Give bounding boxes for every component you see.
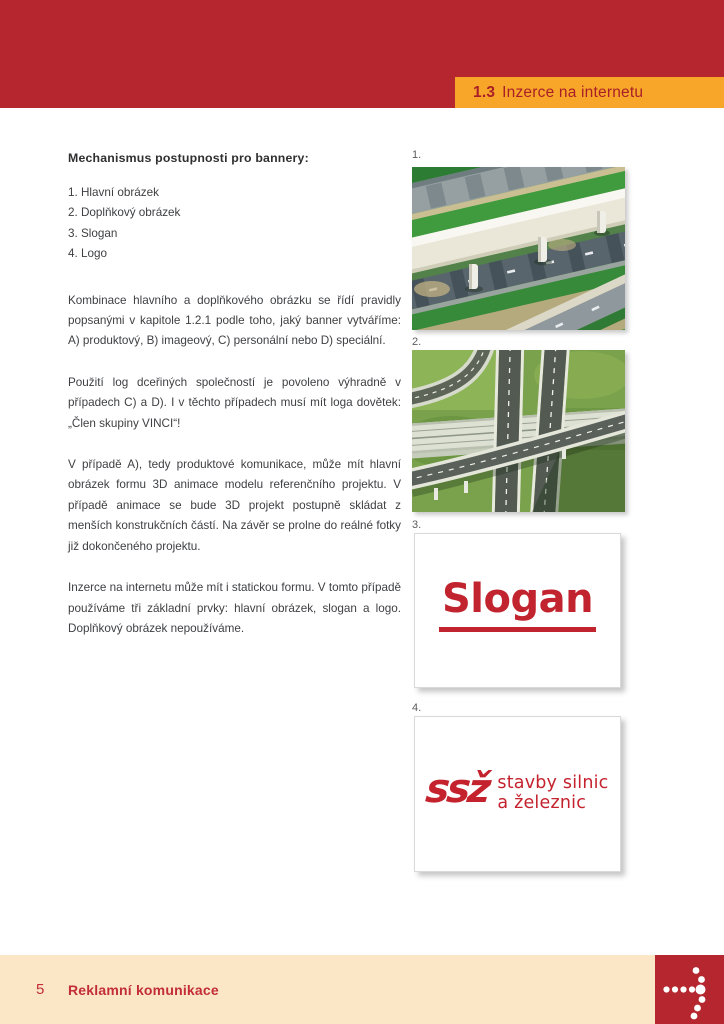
ssz-logo xyxy=(424,766,609,813)
header-band xyxy=(0,0,724,108)
section-title: Inzerce na internetu xyxy=(502,83,644,101)
footer-section-label: Reklamní komunikace xyxy=(68,982,219,998)
footer-logo-square xyxy=(655,955,724,1024)
section-number: 1.3 xyxy=(473,83,496,101)
logo-word-line1: stavby silnic xyxy=(497,773,609,793)
content-heading: Mechanismus postupnosti pro bannery: xyxy=(68,151,309,165)
list-item: 2. Doplňkový obrázek xyxy=(68,206,181,220)
banner-elements-list xyxy=(68,183,401,265)
highway-3d-render-image xyxy=(412,167,625,330)
ssz-dot-arrow-icon xyxy=(655,955,724,1024)
paragraph-combination-rules: Kombinace hlavního a doplňkového obrázku se řídí pravidly popsanými v kapitole 1.2.1 podle toho, jaký banner vytváříme: A) produktový, B) imageový, C) personální nebo D) speciální. xyxy=(68,293,401,348)
figure-2-photo xyxy=(412,350,625,512)
list-item: 3. Slogan xyxy=(68,226,118,240)
figure-1-photo xyxy=(412,167,625,330)
list-item: 4. Logo xyxy=(68,247,107,261)
body-text-column xyxy=(68,150,401,660)
figure-4-logo-card xyxy=(414,716,621,872)
slogan-text: Slogan xyxy=(439,579,596,632)
section-tab xyxy=(455,77,724,108)
paragraph-3d-animation: V případě A), tedy produktové komunikace, může mít hlavní obrázek formu 3D animace modelu referenčního projektu. V případě animace se bude 3D projekt postupně skládat z menších konstrukčních částí. Na závěr se prolne do reálné fotky již dokončeného projektu. xyxy=(68,458,401,553)
figure-4-label: 4. xyxy=(412,702,422,714)
figure-3-label: 3. xyxy=(412,519,422,531)
ssz-logo-mark: ssž xyxy=(424,766,491,812)
page-number: 5 xyxy=(36,981,45,998)
aerial-interchange-image xyxy=(412,350,625,512)
figure-2-label: 2. xyxy=(412,336,422,348)
logo-word-line2: a železnic xyxy=(497,793,587,813)
ssz-logo-wordmark xyxy=(497,773,608,813)
paragraph-static-form: Inzerce na internetu může mít i statickou formu. V tomto případě používáme tři základní prvky: hlavní obrázek, slogan a logo. Doplňkový obrázek nepoužíváme. xyxy=(68,581,401,635)
figure-1-label: 1. xyxy=(412,149,422,161)
paragraph-subsidiary-logos: Použití log dceřiných společností je povoleno výhradně v případech C) a D). I v těchto případech musí mít loga dovětek: „Člen skupiny VINCI“! xyxy=(68,375,401,430)
figure-3-slogan-card xyxy=(414,533,621,688)
list-item: 1. Hlavní obrázek xyxy=(68,186,159,199)
